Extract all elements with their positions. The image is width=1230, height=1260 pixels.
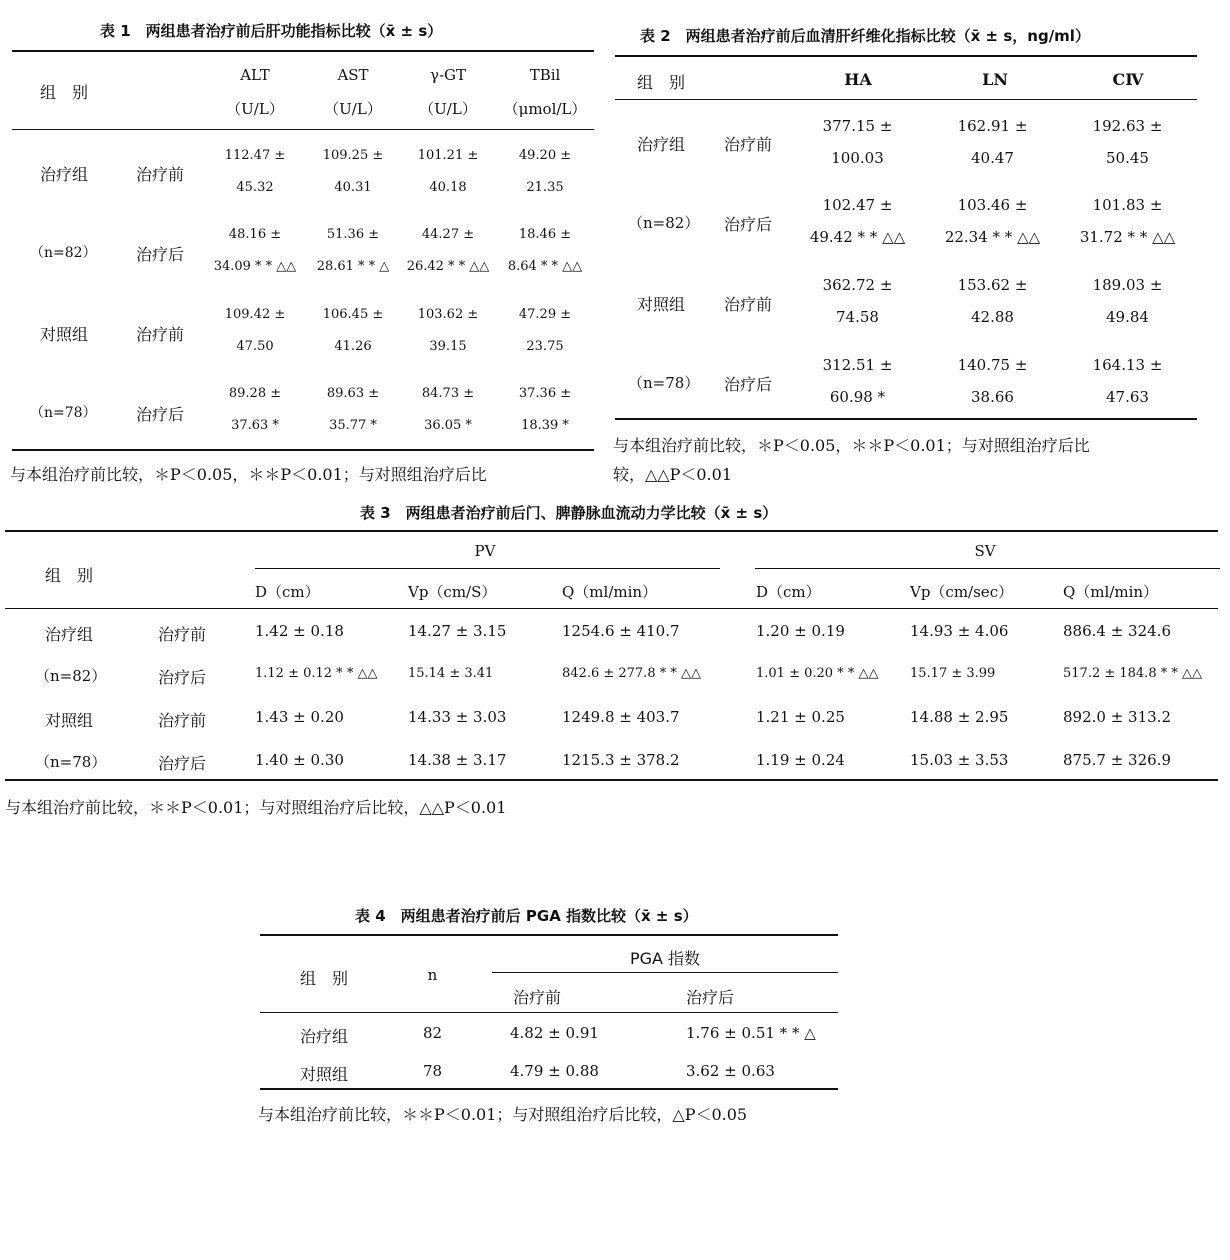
table-3-cell: 15.17 ± 3.99 [910, 666, 996, 681]
table-2-cell: 50.45 [1106, 149, 1149, 167]
table-4-note: 与本组治疗前比较，＊＊P＜0.01；与对照组治疗后比较，△P＜0.05 [258, 1105, 748, 1124]
table-3-header-rule [5, 608, 1218, 609]
table-1-cell: 44.27 ± [421, 227, 475, 242]
table-3-subcol: Q（ml/min） [562, 583, 658, 601]
table-4-n-header: n [427, 966, 438, 984]
table-2-cell: 164.13 ± [1092, 356, 1163, 374]
table-1-row-phase: 治疗前 [136, 325, 185, 344]
table-2-header-rule [615, 99, 1197, 100]
table-4-row-n: 78 [422, 1062, 443, 1080]
table-3-cell: 14.27 ± 3.15 [408, 622, 507, 640]
table-1-cell: 21.35 [526, 180, 564, 195]
table-3-cell: 517.2 ± 184.8 * * △△ [1063, 666, 1202, 681]
table-1-cell: 28.61 * * △ [316, 259, 390, 274]
table-1-cell: 36.05 * [424, 418, 472, 433]
table-3-cell: 14.88 ± 2.95 [910, 708, 1009, 726]
table-2-note-line-1: 与本组治疗前比较，＊P＜0.05，＊＊P＜0.01；与对照组治疗后比 [613, 436, 1090, 455]
table-2-cell: 38.66 [971, 388, 1014, 406]
table-1-col-tbil-unit: （μmol/L） [503, 100, 587, 118]
table-3-cell: 1.12 ± 0.12 * * △△ [255, 666, 378, 681]
table-2-row-group: 治疗组 [637, 135, 686, 154]
table-1-cell: 37.63 * [231, 418, 279, 433]
table-2-note-line-2: 较，△△P＜0.01 [613, 465, 733, 484]
table-3-row-group: 治疗组 [45, 625, 94, 644]
table-3-row-group: （n=78） [35, 753, 107, 771]
table-1-group-header: 组 别 [40, 83, 89, 102]
table-3-cell: 15.03 ± 3.53 [910, 751, 1009, 769]
table-3-cell: 1215.3 ± 378.2 [562, 751, 680, 769]
table-1-top-rule [12, 50, 594, 52]
table-3-title: 表 3 两组患者治疗前后门、脾静脉血流动力学比较（x̄ ± s） [360, 504, 778, 522]
table-2-cell: 74.58 [836, 308, 879, 326]
table-4-group-header: 组 别 [300, 969, 349, 988]
table-4-pga-rule [492, 972, 838, 973]
table-3-cell: 14.93 ± 4.06 [910, 622, 1009, 640]
table-3-subcol: Q（ml/min） [1063, 583, 1159, 601]
table-1-cell: 18.46 ± [518, 227, 572, 242]
table-1-cell: 40.31 [334, 180, 372, 195]
table-3-row-group: 对照组 [45, 711, 94, 730]
table-2-cell: 140.75 ± [957, 356, 1028, 374]
table-1-cell: 39.15 [429, 339, 467, 354]
table-3-row-phase: 治疗前 [158, 625, 207, 644]
table-3-cell: 886.4 ± 324.6 [1063, 622, 1171, 640]
table-4-after-header: 治疗后 [686, 988, 735, 1007]
table-2-row-group: 对照组 [637, 295, 686, 314]
table-1-col-ggt-unit: （U/L） [419, 100, 477, 118]
table-4-bottom-rule [260, 1088, 838, 1090]
table-1-row-phase: 治疗前 [136, 165, 185, 184]
table-1-col-ggt: γ-GT [429, 66, 467, 84]
table-2-cell: 49.84 [1106, 308, 1149, 326]
table-1-cell: 18.39 * [521, 418, 569, 433]
table-3-row-phase: 治疗前 [158, 711, 207, 730]
table-3-cell: 892.0 ± 313.2 [1063, 708, 1171, 726]
table-2-row-phase: 治疗后 [724, 215, 773, 234]
table-1-row-group: 对照组 [40, 325, 89, 344]
table-2-cell: 47.63 [1106, 388, 1149, 406]
table-2-group-header: 组 别 [637, 73, 686, 92]
table-2-cell: 103.46 ± [957, 196, 1028, 214]
table-3-cell: 14.33 ± 3.03 [408, 708, 507, 726]
table-4-cell: 1.76 ± 0.51 * * △ [686, 1024, 816, 1042]
table-3-subcol: D（cm） [255, 583, 320, 601]
table-2-cell: 189.03 ± [1092, 276, 1163, 294]
table-2-cell: 101.83 ± [1092, 196, 1163, 214]
table-2-cell: 40.47 [971, 149, 1014, 167]
table-4-cell: 3.62 ± 0.63 [686, 1062, 775, 1080]
table-2-col-ln: LN [982, 70, 1008, 89]
table-1-cell: 84.73 ± [421, 386, 475, 401]
table-3-row-group: （n=82） [35, 667, 107, 685]
table-3-cell: 1.21 ± 0.25 [756, 708, 845, 726]
table-1-cell: 49.20 ± [518, 148, 572, 163]
table-1-cell: 48.16 ± [228, 227, 282, 242]
table-1-cell: 40.18 [429, 180, 467, 195]
table-4-row-group: 对照组 [300, 1065, 349, 1084]
table-2-row-group: （n=78） [628, 374, 700, 392]
table-3-cell: 1254.6 ± 410.7 [562, 622, 680, 640]
table-1-row-group: （n=78） [30, 405, 97, 421]
table-1-bottom-rule [12, 449, 594, 451]
table-4-cell: 4.79 ± 0.88 [510, 1062, 599, 1080]
table-1-cell: 26.42 * * △△ [406, 259, 490, 274]
table-2-cell: 162.91 ± [957, 117, 1028, 135]
table-2-cell: 153.62 ± [957, 276, 1028, 294]
table-3-top-rule [5, 530, 1218, 532]
table-1-col-alt-unit: （U/L） [226, 100, 284, 118]
table-1-note: 与本组治疗前比较，＊P＜0.05，＊＊P＜0.01；与对照组治疗后比 [10, 465, 487, 484]
table-3-cell: 1249.8 ± 403.7 [562, 708, 680, 726]
table-3-pv-header: PV [474, 542, 496, 560]
table-1-cell: 106.45 ± [322, 307, 384, 322]
table-3-sv-rule [755, 568, 1220, 569]
table-4-title: 表 4 两组患者治疗前后 PGA 指数比较（x̄ ± s） [355, 907, 698, 925]
table-2-cell: 60.98 * [829, 388, 886, 406]
table-2-col-civ: CⅣ [1112, 70, 1144, 89]
table-2-cell: 377.15 ± [822, 117, 893, 135]
table-1-cell: 89.63 ± [326, 386, 380, 401]
table-2-row-group: （n=82） [628, 214, 700, 232]
table-2-cell: 312.51 ± [822, 356, 893, 374]
table-4-header-rule [260, 1012, 838, 1013]
table-4-cell: 4.82 ± 0.91 [510, 1024, 599, 1042]
table-2-cell: 31.72 * * △△ [1079, 228, 1176, 246]
table-3-cell: 842.6 ± 277.8 * * △△ [562, 666, 701, 681]
table-1-cell: 45.32 [236, 180, 274, 195]
table-3-bottom-rule [5, 779, 1218, 781]
table-1-cell: 109.42 ± [224, 307, 286, 322]
table-3-cell: 1.20 ± 0.19 [756, 622, 845, 640]
table-3-group-header: 组 别 [45, 566, 94, 585]
table-2-cell: 362.72 ± [822, 276, 893, 294]
table-1-col-ast: AST [337, 66, 369, 84]
table-3-cell: 1.19 ± 0.24 [756, 751, 845, 769]
table-4-pga-header: PGA 指数 [629, 949, 701, 968]
table-3-cell: 1.40 ± 0.30 [255, 751, 344, 769]
table-1-cell: 112.47 ± [224, 148, 286, 163]
table-3-pv-rule [255, 568, 720, 569]
table-3-note: 与本组治疗前比较，＊＊P＜0.01；与对照组治疗后比较，△△P＜0.01 [5, 798, 507, 817]
table-3-subcol: Vp（cm/S） [408, 583, 497, 601]
table-1-row-phase: 治疗后 [136, 245, 185, 264]
table-2-cell: 49.42 * * △△ [809, 228, 906, 246]
table-1-cell: 8.64 * * △△ [507, 259, 583, 274]
table-1-cell: 35.77 * [329, 418, 377, 433]
table-1-cell: 101.21 ± [417, 148, 479, 163]
table-4-top-rule [260, 934, 838, 936]
table-4-row-group: 治疗组 [300, 1027, 349, 1046]
table-3-cell: 875.7 ± 326.9 [1063, 751, 1171, 769]
table-1-header-rule [12, 129, 594, 130]
table-3-row-phase: 治疗后 [158, 668, 207, 687]
table-1-col-alt: ALT [240, 66, 270, 84]
table-3-cell: 15.14 ± 3.41 [408, 666, 494, 681]
table-1-row-group: （n=82） [30, 245, 97, 261]
table-2-row-phase: 治疗前 [724, 135, 773, 154]
table-1-cell: 37.36 ± [518, 386, 572, 401]
table-2-cell: 102.47 ± [822, 196, 893, 214]
table-2-cell: 22.34 * * △△ [944, 228, 1041, 246]
table-4-before-header: 治疗前 [513, 988, 562, 1007]
table-2-cell: 100.03 [831, 149, 884, 167]
table-3-sv-header: SV [974, 542, 996, 560]
table-1-cell: 109.25 ± [322, 148, 384, 163]
table-3-row-phase: 治疗后 [158, 754, 207, 773]
table-2-col-ha: HA [844, 70, 872, 89]
table-1-cell: 34.09 * * △△ [213, 259, 297, 274]
table-2-top-rule [615, 55, 1197, 57]
table-2-row-phase: 治疗后 [724, 375, 773, 394]
table-1-row-group: 治疗组 [40, 165, 89, 184]
table-3-subcol: D（cm） [756, 583, 821, 601]
table-2-title: 表 2 两组患者治疗前后血清肝纤维化指标比较（x̄ ± s，ng/ml） [640, 27, 1090, 45]
table-1-cell: 47.29 ± [518, 307, 572, 322]
table-1-title: 表 1 两组患者治疗前后肝功能指标比较（x̄ ± s） [100, 22, 443, 40]
table-3-cell: 14.38 ± 3.17 [408, 751, 507, 769]
table-1-cell: 41.26 [334, 339, 372, 354]
table-4-row-n: 82 [422, 1024, 443, 1042]
table-2-cell: 42.88 [971, 308, 1014, 326]
table-1-col-ast-unit: （U/L） [324, 100, 382, 118]
table-1-cell: 89.28 ± [228, 386, 282, 401]
table-3-cell: 1.01 ± 0.20 * * △△ [756, 666, 879, 681]
table-1-row-phase: 治疗后 [136, 405, 185, 424]
table-1-cell: 51.36 ± [326, 227, 380, 242]
table-1-col-tbil: TBil [529, 66, 561, 84]
table-3-cell: 1.42 ± 0.18 [255, 622, 344, 640]
table-2-cell: 192.63 ± [1092, 117, 1163, 135]
table-2-bottom-rule [615, 418, 1197, 420]
table-1-cell: 103.62 ± [417, 307, 479, 322]
table-1-cell: 23.75 [526, 339, 564, 354]
table-1-cell: 47.50 [236, 339, 274, 354]
table-3-cell: 1.43 ± 0.20 [255, 708, 344, 726]
table-3-subcol: Vp（cm/sec） [910, 583, 1014, 601]
table-2-row-phase: 治疗前 [724, 295, 773, 314]
